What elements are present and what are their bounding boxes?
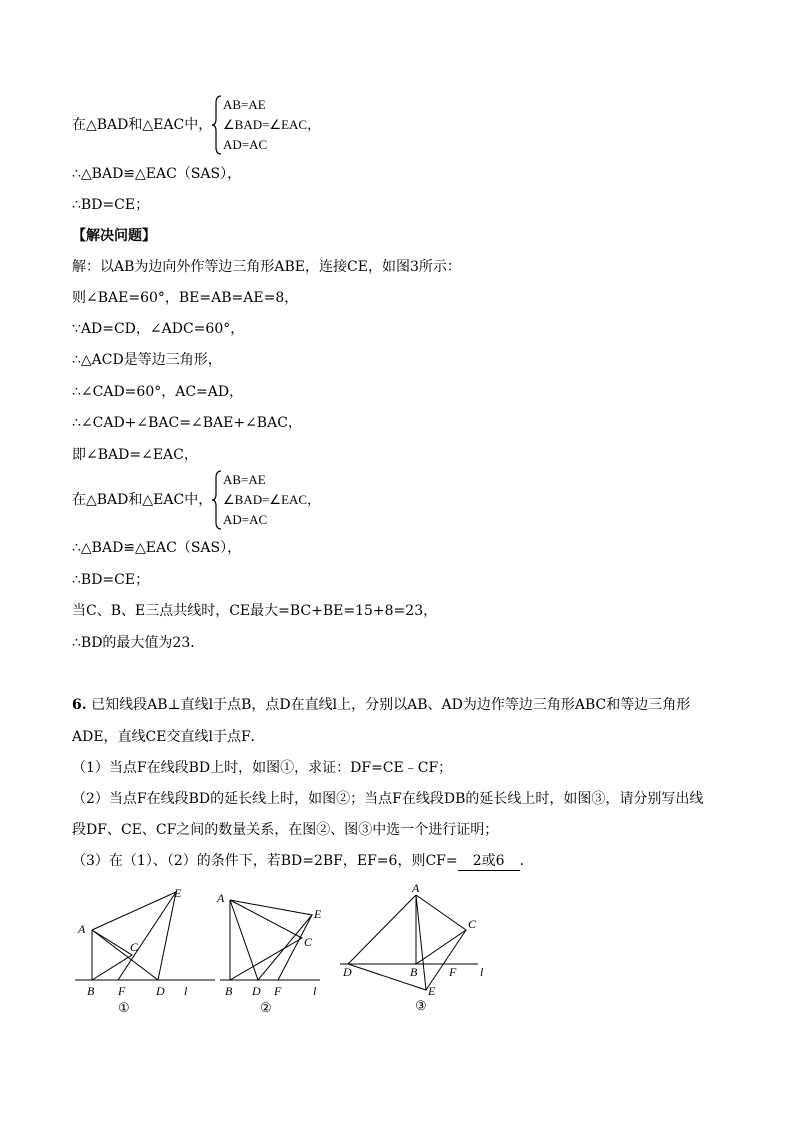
solve-line: 解：以AB为边向外作等边三角形ABE，连接CE，如图3所示：	[72, 259, 461, 275]
solve-line: 则∠BAE=60°，BE=AB=AE=8，	[72, 290, 299, 306]
q6-part1: （1）当点F在线段BD上时，如图①，求证：DF=CE﹣CF；	[72, 760, 453, 776]
solve-line: ∴△ACD是等边三角形，	[72, 352, 222, 368]
fig1-label-f: F	[118, 984, 126, 998]
fig1-label-c: C	[130, 940, 139, 954]
fig2-caption: ②	[260, 1000, 272, 1015]
fig3-label-d: D	[343, 965, 352, 979]
fig2-label-e: E	[314, 907, 322, 921]
fig1-label-a: A	[78, 922, 86, 936]
fig1-label-b: B	[87, 984, 95, 998]
fig2-label-a: A	[217, 891, 225, 905]
q6-part2b: 段DF、CE、CF之间的数量关系，在图②、图③中选一个进行证明；	[72, 822, 499, 838]
q6-stem-line2: ADE，直线CE交直线l于点F．	[72, 729, 265, 745]
solve-line: ∵AD=CD，∠ADC=60°，	[72, 321, 245, 337]
solve-line: ∴BD的最大值为23．	[72, 635, 205, 651]
solve-line: ∴∠CAD=60°，AC=AD，	[72, 384, 244, 400]
fig2-label-b: B	[225, 984, 233, 998]
brace-icon	[212, 95, 222, 155]
fig3-label-f: F	[449, 965, 457, 979]
q6-part2a: （2）当点F在线段BD的延长线上时，如图②；当点F在线段DB的延长线上时，如图③，请分别写出线	[72, 791, 704, 807]
figures	[70, 880, 500, 1020]
proof1-lead: 在△BAD和△EAC中，	[72, 117, 213, 133]
solve-sys-row: AB=AE	[223, 472, 266, 487]
fig1-label-e: E	[174, 886, 182, 900]
solve-line: ∴∠CAD+∠BAC=∠BAE+∠BAC，	[72, 415, 302, 431]
solve-line: 即∠BAD=∠EAC，	[72, 447, 198, 463]
fig2-label-d: D	[252, 984, 261, 998]
proof1-row: AB=AE	[223, 97, 266, 112]
fig3-label-c: C	[468, 917, 477, 931]
proof1-row: ∠BAD=∠EAC，	[223, 117, 321, 132]
fig3-label-e: E	[428, 984, 436, 998]
fig2-label-l: l	[313, 984, 317, 998]
solve-sys-lead: 在△BAD和△EAC中，	[72, 492, 213, 508]
solve-line: ∴BD=CE；	[72, 572, 150, 588]
solve-sys-row: ∠BAD=∠EAC，	[223, 492, 321, 507]
fig2-label-c: C	[304, 935, 313, 949]
proof1-equal: ∴BD=CE；	[72, 197, 150, 213]
q6-part3	[72, 851, 534, 871]
fig3-label-a: A	[412, 881, 420, 895]
solve-heading: 【解决问题】	[72, 228, 156, 244]
fig1-label-d: D	[156, 984, 165, 998]
q6-part3-end: ．	[519, 853, 534, 869]
proof1-congruent: ∴△BAD≌△EAC（SAS），	[72, 166, 242, 182]
solve-line: 当C、B、E三点共线时，CE最大=BC+BE=15+8=23，	[72, 603, 438, 619]
fig1-caption: ①	[118, 1000, 130, 1015]
q6-stem-line1	[72, 695, 690, 715]
brace-icon	[212, 470, 222, 530]
fig3-caption: ③	[415, 998, 427, 1013]
q6-stem1: 已知线段AB⊥直线l于点B，点D在直线l上，分别以AB、AD为边作等边三角形ABC和等边三角形	[91, 697, 691, 713]
q6-number: 6.	[72, 697, 87, 713]
q6-part3-text: （3）在（1）、（2）的条件下，若BD=2BF，EF=6，则CF=	[72, 853, 458, 869]
solve-line: ∴△BAD≌△EAC（SAS），	[72, 540, 242, 556]
fig3-label-b: B	[410, 965, 418, 979]
fig1-label-l: l	[184, 984, 188, 998]
fig2-label-f: F	[274, 984, 282, 998]
proof1-row: AD=AC	[223, 137, 268, 152]
fig3-label-l: l	[480, 965, 484, 979]
solve-sys-row: AD=AC	[223, 512, 268, 527]
q6-answer: 2或6	[458, 852, 520, 871]
